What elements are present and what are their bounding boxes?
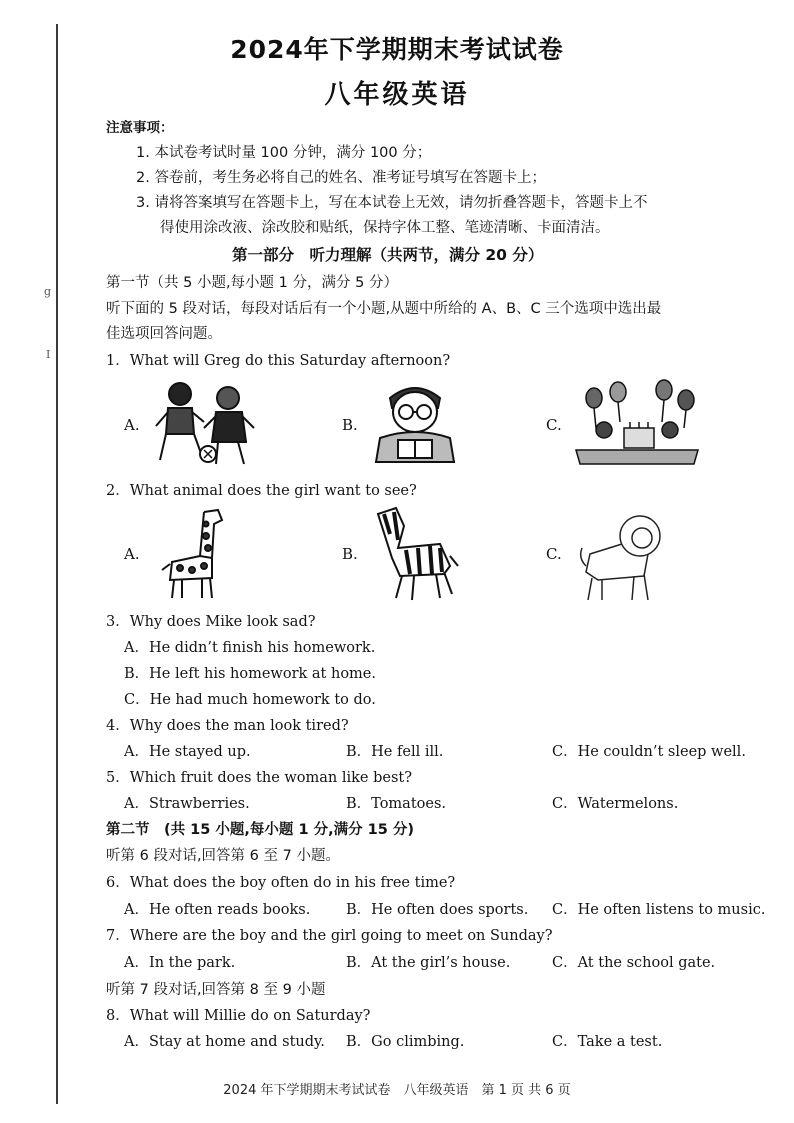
option-label: C. [546, 545, 562, 563]
option-b: B．Go climbing. [346, 1034, 465, 1050]
section2-instruction: 听第 7 段对话,回答第 8 至 9 小题 [106, 982, 326, 998]
option-a: A．He didn’t finish his homework. [124, 640, 376, 656]
question-stem: 1．What will Greg do this Saturday afternoon? [106, 353, 451, 369]
notes-item: 2. 答卷前，考生务必将自己的姓名、准考证号填写在答题卡上； [136, 170, 546, 186]
section1-instruction: 听下面的 5 段对话，每段对话后有一个小题,从题中所给的 A、B、C 三个选项中选出最 [106, 301, 662, 317]
option-a: A．Strawberries. [124, 796, 250, 812]
option-label: B. [342, 545, 358, 563]
notes-heading: 注意事项： [106, 120, 174, 136]
option-c: C．He couldn’t sleep well. [552, 744, 746, 760]
lion-image [578, 510, 672, 604]
question-stem: 6．What does the boy often do in his free time? [106, 875, 456, 891]
option-c: C．He had much homework to do. [124, 692, 376, 708]
question-stem: 8．What will Millie do on Saturday? [106, 1008, 371, 1024]
option-b: B．Tomatoes. [346, 796, 447, 812]
boy-reading-book-image [372, 378, 458, 468]
section1-heading: 第一节（共 5 小题,每小题 1 分，满分 5 分） [106, 275, 398, 291]
option-c: C．At the school gate. [552, 955, 716, 971]
option-b: B．He left his homework at home. [124, 666, 376, 682]
notes-item: 1. 本试卷考试时量 100 分钟，满分 100 分； [136, 145, 432, 161]
option-b: B．At the girl’s house. [346, 955, 511, 971]
option-a: A．Stay at home and study. [124, 1034, 325, 1050]
question-stem: 5．Which fruit does the woman like best? [106, 770, 413, 786]
exam-title: 2024年下学期期末考试试卷 [230, 35, 564, 64]
giraffe-image [160, 506, 244, 602]
kids-playing-soccer-image [150, 376, 260, 470]
option-c: C．Watermelons. [552, 796, 679, 812]
binding-line [56, 24, 58, 1104]
question-stem: 7．Where are the boy and the girl going to meet on Sunday? [106, 928, 553, 944]
zebra-image [370, 504, 462, 604]
option-label: A. [124, 545, 140, 563]
option-a: A．He often reads books. [124, 902, 311, 918]
exam-subtitle: 八年级英语 [324, 80, 470, 110]
option-a: A．In the park. [124, 955, 236, 971]
option-a: A．He stayed up. [124, 744, 251, 760]
notes-item: 3. 请将答案填写在答题卡上，写在本试卷上无效，请勿折叠答题卡，答题卡上不 [136, 195, 648, 211]
option-label: B. [342, 416, 358, 434]
margin-mark: I [46, 348, 51, 361]
notes-item: 得使用涂改液、涂改胶和贴纸，保持字体工整、笔迹清晰、卡面清洁。 [160, 220, 610, 236]
option-b: B．He often does sports. [346, 902, 529, 918]
question-stem: 4．Why does the man look tired? [106, 718, 349, 734]
birthday-party-image [574, 378, 700, 468]
section2-heading: 第二节 (共 15 小题,每小题 1 分,满分 15 分) [106, 822, 415, 838]
question-stem: 2．What animal does the girl want to see? [106, 483, 417, 499]
option-label: C. [546, 416, 562, 434]
section1-instruction: 佳选项回答问题。 [106, 326, 222, 342]
section2-instruction: 听第 6 段对话,回答第 6 至 7 小题。 [106, 848, 340, 864]
option-c: C．He often listens to music. [552, 902, 766, 918]
option-label: A. [124, 416, 140, 434]
part1-heading: 第一部分 听力理解（共两节，满分 20 分） [232, 246, 544, 264]
option-c: C．Take a test. [552, 1034, 663, 1050]
margin-mark: g [44, 285, 52, 298]
question-stem: 3．Why does Mike look sad? [106, 614, 316, 630]
page-footer: 2024 年下学期期末考试试卷 八年级英语 第 1 页 共 6 页 [223, 1083, 571, 1098]
option-b: B．He fell ill. [346, 744, 444, 760]
